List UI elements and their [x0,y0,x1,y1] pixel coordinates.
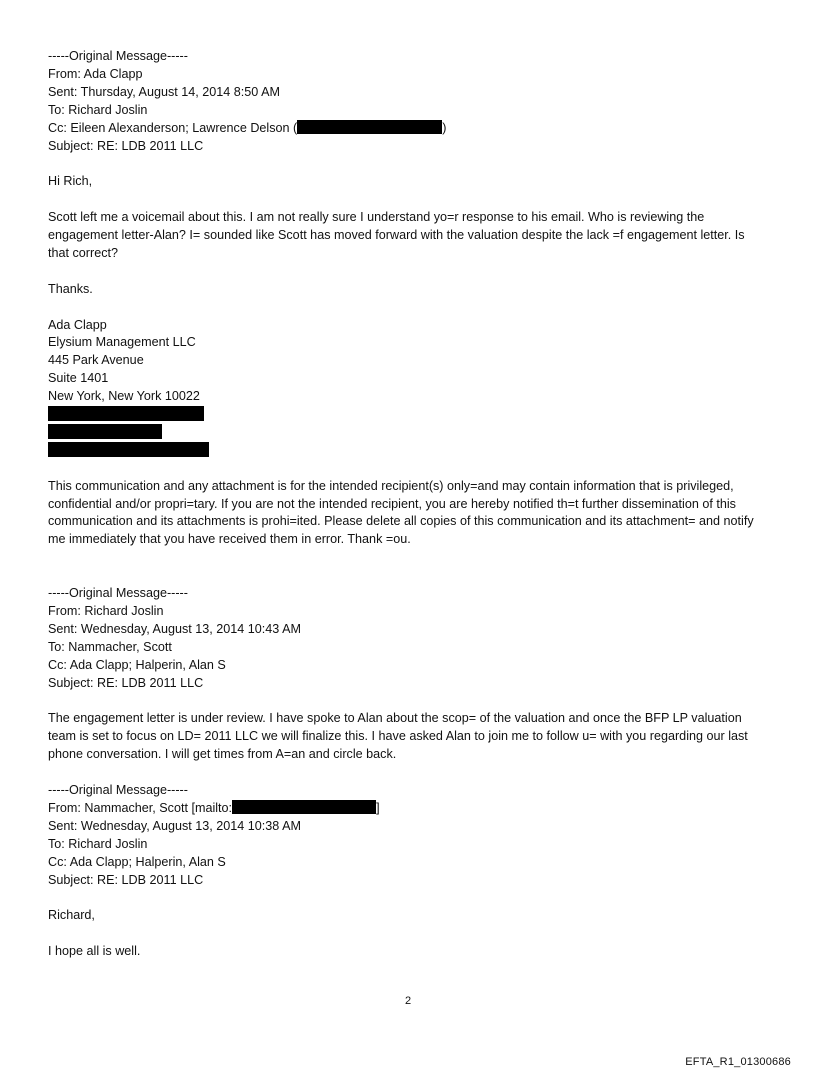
message-richard-joslin [48,585,768,764]
from-text: From: Nammacher, Scott [mailto: [48,800,233,815]
to-line: To: Richard Joslin [48,102,148,117]
confidentiality-disclaimer: This communication and any attachment is for the intended recipient(s) only=and may contain information that is privileged, confidential and/or propri=tary. If you are not the intended recipient, you are hereby notified th=t further dissemination of this communication and its attachments is prohi=ited. Please delete all copies of this communication and its attachment= and notify me immediately that you have received them in error. Thank =ou. [48,478,754,547]
subject-line: Subject: RE: LDB 2011 LLC [48,138,204,153]
to-line: To: Nammacher, Scott [48,639,172,654]
original-message-separator: -----Original Message----- [48,49,188,63]
cc-line: Cc: Ada Clapp; Halperin, Alan S [48,854,226,869]
message-body: Scott left me a voicemail about this. I am not really sure I understand yo=r response to his email. Who is reviewing the engagement letter-Alan? I= sounded like Scott has moved forward with the valuation despite the lack =f engagement letter. Is that correct? [48,210,745,260]
sent-line: Sent: Thursday, August 14, 2014 8:50 AM [48,84,280,99]
email-document [48,48,768,961]
bates-number: EFTA_R1_01300686 [685,1056,791,1068]
from-line: From: Ada Clapp [48,66,143,81]
message-body: I hope all is well. [48,944,141,959]
cc-close: ) [442,120,447,135]
redaction-box [48,424,162,439]
original-message-separator: -----Original Message----- [48,782,188,797]
message-scott-nammacher [48,782,768,961]
redaction-box [48,406,204,421]
greeting: Richard, [48,908,95,923]
subject-line: Subject: RE: LDB 2011 LLC [48,675,204,690]
from-close: ] [376,800,380,815]
redaction-box [297,120,442,134]
signature-address-line: New York, New York 10022 [48,389,200,404]
from-line [48,800,768,818]
from-line: From: Richard Joslin [48,603,164,618]
subject-line: Subject: RE: LDB 2011 LLC [48,872,204,887]
cc-line: Cc: Ada Clapp; Halperin, Alan S [48,657,226,672]
redaction-box [232,800,376,814]
sign-off: Thanks. [48,281,93,296]
signature-company: Elysium Management LLC [48,335,196,350]
sent-line: Sent: Wednesday, August 13, 2014 10:43 AM [48,621,301,636]
signature-address-line: Suite 1401 [48,371,109,386]
page-number: 2 [404,995,412,1007]
greeting: Hi Rich, [48,174,93,189]
signature-block [48,317,768,457]
signature-address-line: 445 Park Avenue [48,353,144,368]
signature-name: Ada Clapp [48,317,107,332]
sent-line: Sent: Wednesday, August 13, 2014 10:38 AM [48,818,301,833]
redaction-box [48,442,209,457]
message-ada-clapp [48,48,768,549]
cc-line [48,120,768,138]
message-body: The engagement letter is under review. I have spoke to Alan about the scop= of the valuation and once the BFP LP valuation team is set to focus on LD= 2011 LLC we will finalize this. I have asked Alan to join me to follow u= with you regarding our last phone conversation. I will get times from A=an and circle back. [48,711,748,762]
cc-text: Cc: Eileen Alexanderson; Lawrence Delson ( [48,120,298,135]
to-line: To: Richard Joslin [48,836,148,851]
original-message-separator: -----Original Message----- [48,586,188,601]
